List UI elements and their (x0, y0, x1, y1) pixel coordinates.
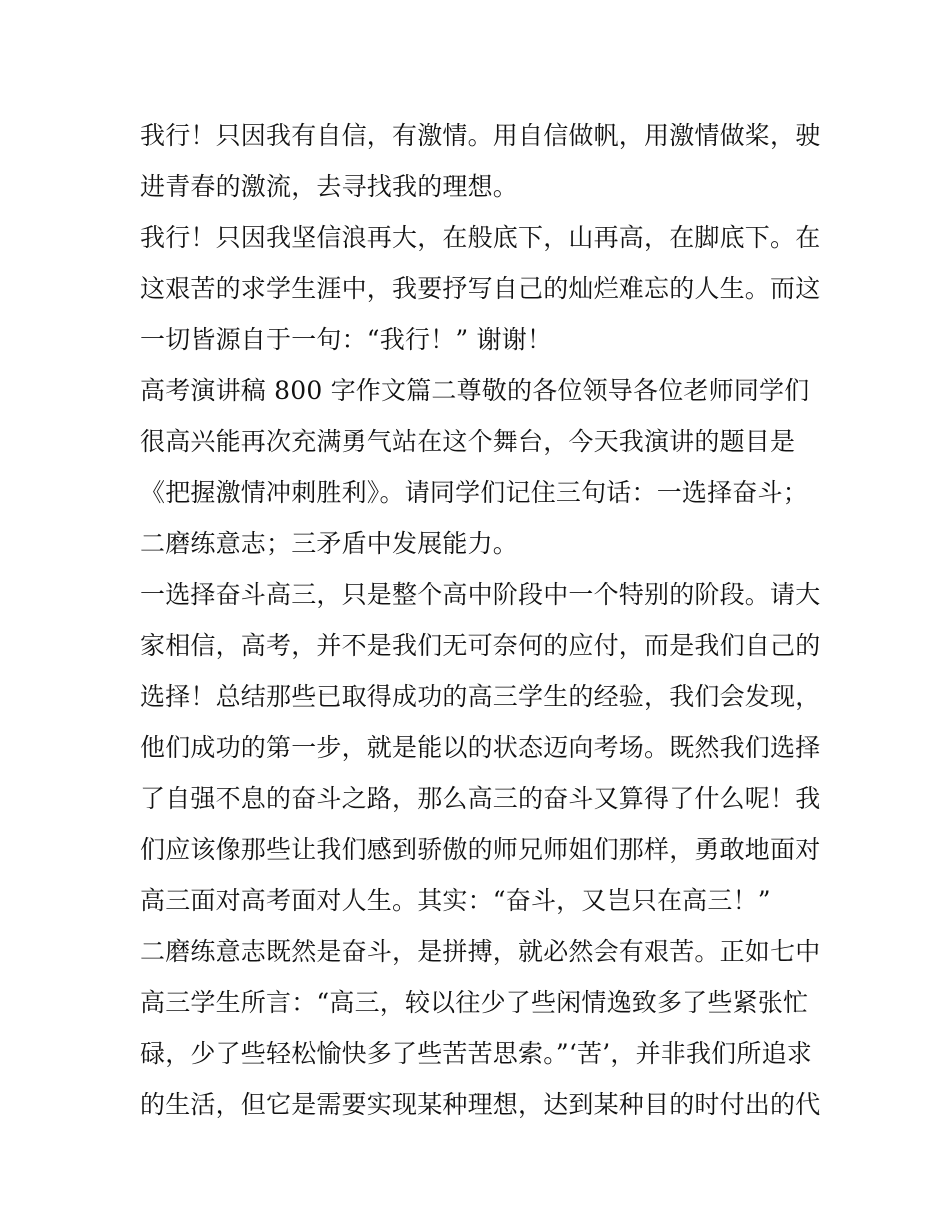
text-line: 高考演讲稿 800 字作文篇二尊敬的各位领导各位老师同学们 (140, 376, 810, 405)
text-line: 二磨练意志；三矛盾中发展能力。 (140, 529, 519, 558)
text-line: 二磨练意志既然是奋斗，是拼搏，就必然会有艰苦。正如七中 (140, 937, 821, 966)
text-line: 我行！只因我坚信浪再大，在般底下，山再高，在脚底下。在 (140, 223, 821, 252)
text-line: 很高兴能再次充满勇气站在这个舞台，今天我演讲的题目是 (140, 427, 796, 456)
text-line: 一切皆源自于一句：“我行！” 谢谢！ (140, 325, 553, 354)
text-line: 的生活，但它是需要实现某种理想，达到某种目的时付出的代 (140, 1090, 821, 1119)
text-line: 高三面对高考面对人生。其实：“奋斗，又岂只在高三！” (140, 886, 771, 915)
text-line: 进青春的激流，去寻找我的理想。 (140, 172, 519, 201)
text-line: 我行！只因我有自信，有激情。用自信做帆，用激情做桨，驶 (140, 121, 821, 150)
text-line: 们应该像那些让我们感到骄傲的师兄师姐们那样，勇敢地面对 (140, 835, 821, 864)
text-line: 《把握激情冲刺胜利》。请同学们记住三句话：一选择奋斗； (140, 478, 808, 507)
text-line: 这艰苦的求学生涯中，我要抒写自己的灿烂难忘的人生。而这 (140, 274, 821, 303)
text-line: 一选择奋斗高三，只是整个高中阶段中一个特别的阶段。请大 (140, 580, 821, 609)
text-line: 了自强不息的奋斗之路，那么高三的奋斗又算得了什么呢！我 (140, 784, 821, 813)
text-line: 他们成功的第一步，就是能以的状态迈向考场。既然我们选择 (140, 733, 821, 762)
text-line: 高三学生所言：“高三，较以往少了些闲情逸致多了些紧张忙 (140, 988, 809, 1017)
text-line: 家相信，高考，并不是我们无可奈何的应付，而是我们自己的 (140, 631, 821, 660)
document-body (140, 110, 820, 1130)
text-line: 选择！总结那些已取得成功的高三学生的经验，我们会发现， (140, 682, 821, 711)
text-line: 碌，少了些轻松愉快多了些苦苦思索。”‘苦’，并非我们所追求 (140, 1039, 812, 1068)
